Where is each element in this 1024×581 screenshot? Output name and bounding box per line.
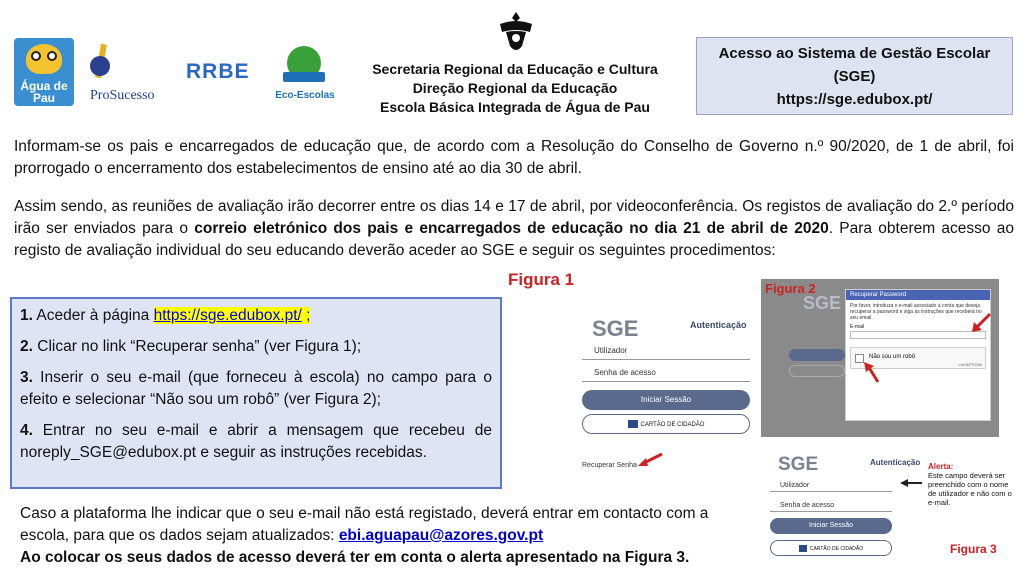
fig2-robot-label: Não sou um robô [869,354,916,360]
figure-1-label: Figura 1 [508,270,575,289]
fig3-cc-button [770,540,892,556]
second-paragraph-bold: correio eletrónico dos pais e encarregados de educação no dia 21 de abril de 2020 [194,220,829,237]
rrbe-logo: RRBE [186,60,250,83]
fig2-modal-text: Por favor, introduza o e-mail associado à conta que deseja recuperar a password e siga as instruções que receberá no seu email. [850,303,982,321]
fig1-cc-button [582,414,750,434]
step-1-text: Aceder à página [32,307,154,324]
fig1-sge-title: SGE [592,316,639,341]
step-3-number: 3. [20,369,33,386]
fig3-alert-title: Alerta: [928,462,954,471]
fig1-recover-link: Recuperar Senha [582,462,637,469]
agua-de-pau-logo-text: Água de Pau [20,79,68,105]
fig2-modal [845,289,991,421]
step-2-number: 2. [20,338,33,355]
step-4-number: 4. [20,422,33,439]
fig1-arrow-icon [636,452,664,468]
step-4 [20,420,492,464]
step-1 [20,305,492,327]
sge-link[interactable]: https://sge.edubox.pt/ [153,307,302,324]
eco-escolas-text: Eco-Escolas [275,90,335,101]
fig1-cc-label: CARTÃO DE CIDADÃO [640,422,705,428]
step-3 [20,367,492,411]
figure-1-login-mock [580,312,752,472]
step-1-number: 1. [20,307,33,324]
step-2-text: Clicar no link “Recuperar senha” (ver Figura 1); [32,338,362,355]
step-3-text: Inserir o seu e-mail (que forneceu à escola) no campo para o efeito e selecionar “Não sou um robô” (ver Figura 2); [20,369,492,408]
sge-box-url: https://sge.edubox.pt/ [776,91,933,108]
fig1-auth-title: Autenticação [690,320,747,330]
fig2-email-label: E-mail [850,324,865,330]
step-4-text: Entrar no seu e-mail e abrir a mensagem que recebeu de noreply_SGE@edubox.pt e seguir as instruções recebidas. [20,422,492,461]
sge-box-line-2: (SGE) [833,68,876,85]
fig2-modal-title: Recuperar Password [846,290,990,300]
school-email-link[interactable]: ebi.aguapau@azores.gov.pt [338,527,544,544]
agua-de-pau-logo [14,38,74,106]
fig3-auth-title: Autenticação [870,458,921,467]
second-paragraph-a: Assim sendo, as reuniões de avaliação irão decorrer entre os dias 14 e 17 de abril, por videoconferência. Os registos de avaliação do 2.º período irão ser enviados para o [14,198,1014,237]
second-paragraph [14,196,1014,262]
intro-paragraph: Informam-se os pais e encarregados de educação que, de acordo com a Resolução do Conselho de Governo n.º 90/2020, de 1 de abril, foi prorrogado o encerramento dos estabelecimentos de ensino até ao dia 30 de abril. [14,138,1014,177]
fig1-user-field [582,346,750,360]
step-2 [20,336,492,358]
header-line-2: Direção Regional da Educação [412,80,618,96]
fig3-sge-title: SGE [778,454,819,475]
prosucesso-logo [80,44,170,108]
fig3-alert-text: Este campo deverá ser preenchido com o nome de utilizador e não com o e-mail. [928,471,1012,507]
step-1-end: ; [301,307,311,324]
fig1-pass-field [582,368,750,382]
figure-3-alert-mock [770,452,1020,562]
second-paragraph-b: . Para obterem acesso ao registo de avaliação individual do seu educando deverão aceder ao SGE e seguir os seguintes procedimentos: [14,220,1014,259]
fig2-arrow-email-icon [970,312,992,334]
fig1-user-label: Utilizador [594,346,628,355]
fig2-email-input [850,331,986,339]
fig3-alert [928,462,1016,507]
header-line-1: Secretaria Regional da Educação e Cultura [372,61,658,77]
header-line-3: Escola Básica Integrada de Água de Pau [380,99,650,115]
figure-2-label: Figura 2 [765,281,816,296]
fig3-pass-label: Senha de acesso [780,502,835,509]
fig3-login-button: Iniciar Sessão [770,518,892,534]
eco-escolas-logo [275,44,335,106]
fig3-pass-field [770,500,892,512]
fig1-pass-label: Senha de acesso [594,368,656,377]
fig2-recaptcha-label: reCAPTCHA [959,362,982,367]
bottom-line-1: Caso a plataforma lhe indicar que o seu e-mail não está registado, deverá entrar em contacto com a escola, para que os dados sejam atualizados: [20,505,709,544]
fig3-user-label: Utilizador [780,482,810,489]
steps-box [10,297,502,489]
bottom-text [20,503,760,569]
fig3-user-field [770,480,892,492]
figure-3-label: Figura 3 [950,542,997,556]
fig3-cc-label: CARTÃO DE CIDADÃO [809,546,864,552]
prosucesso-text: ProSucesso [90,88,155,103]
fig3-arrow-icon [898,478,924,488]
fig1-login-button: Iniciar Sessão [582,390,750,410]
figure-2-recover-mock [761,279,999,437]
coat-of-arms-icon [496,10,536,56]
sge-box-line-1: Acesso ao Sistema de Gestão Escolar [718,45,991,62]
fig2-arrow-robot-icon [862,360,884,384]
sge-access-box [696,37,1013,115]
fig2-sge-title: SGE [803,293,842,313]
school-header [355,60,675,117]
bottom-line-2: Ao colocar os seus dados de acesso deverá ter em conta o alerta apresentado na Figura 3. [20,549,690,566]
